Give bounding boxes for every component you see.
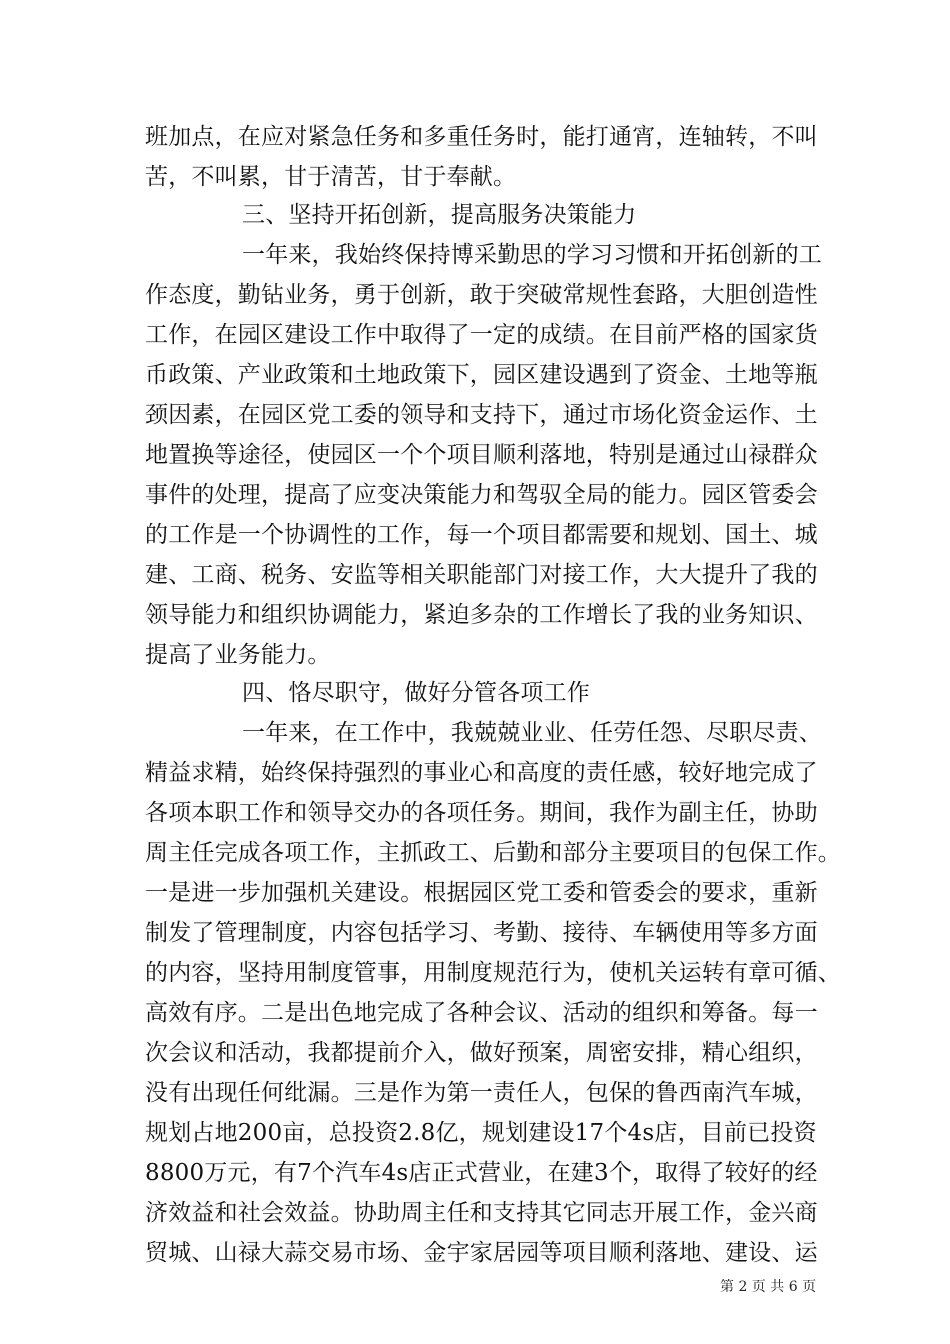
body-line-18: 各项本职工作和领导交办的各项任务。期间，我作为副主任，协助 (145, 800, 818, 826)
body-line-28: 济效益和社会效益。协助周主任和支持其它同志开展工作，金兴商 (145, 1200, 818, 1226)
body-line-22: 的内容，坚持用制度管事，用制度规范行为，使机关运转有章可循、 (145, 960, 841, 986)
body-line-8: 颈因素，在园区党工委的领导和支持下，通过市场化资金运作、土 (145, 402, 818, 428)
page-number-footer: 第 2 页 共 6 页 (720, 1279, 817, 1295)
body-line-29: 贸城、山禄大蒜交易市场、金宇家居园等项目顺利落地、建设、运 (145, 1240, 818, 1266)
body-line-12: 建、工商、税务、安监等相关职能部门对接工作，大大提升了我的 (145, 562, 818, 588)
body-line-27: 8800万元，有7个汽车4s店正式营业，在建3个，取得了较好的经 (145, 1160, 818, 1186)
section-heading-3: 三、坚持开拓创新，提高服务决策能力 (242, 202, 637, 228)
body-line-20: 一是进一步加强机关建设。根据园区党工委和管委会的要求，重新 (145, 880, 818, 906)
body-line-25: 没有出现任何纰漏。三是作为第一责任人，包保的鲁西南汽车城， (145, 1080, 818, 1106)
body-line-10: 事件的处理，提高了应变决策能力和驾驭全局的能力。园区管委会 (145, 482, 818, 508)
body-line-24: 次会议和活动，我都提前介入，做好预案，周密安排，精心组织， (145, 1040, 818, 1066)
body-line-1: 班加点，在应对紧急任务和多重任务时，能打通宵，连轴转，不叫 (145, 124, 818, 150)
body-line-6: 工作，在园区建设工作中取得了一定的成绩。在目前严格的国家货 (145, 322, 818, 348)
body-line-11: 的工作是一个协调性的工作，每一个项目都需要和规划、国土、城 (145, 522, 818, 548)
body-line-17: 精益求精，始终保持强烈的事业心和高度的责任感，较好地完成了 (145, 760, 818, 786)
body-line-2: 苦，不叫累，甘于清苦，甘于奉献。 (145, 164, 517, 190)
section-heading-4: 四、恪尽职守，做好分管各项工作 (242, 680, 590, 706)
body-line-14: 提高了业务能力。 (145, 642, 331, 668)
body-line-5: 作态度，勤钻业务，勇于创新，敢于突破常规性套路，大胆创造性 (145, 282, 818, 308)
body-line-13: 领导能力和组织协调能力，紧迫多杂的工作增长了我的业务知识、 (145, 602, 818, 628)
body-line-7: 币政策、产业政策和土地政策下，园区建设遇到了资金、土地等瓶 (145, 362, 818, 388)
body-line-21: 制发了管理制度，内容包括学习、考勤、接待、车辆使用等多方面 (145, 920, 818, 946)
body-line-23: 高效有序。二是出色地完成了各种会议、活动的组织和筹备。每一 (145, 1000, 818, 1026)
body-line-9: 地置换等途径，使园区一个个项目顺利落地，特别是通过山禄群众 (145, 442, 818, 468)
paragraph-4-first-line: 一年来，在工作中，我兢兢业业、任劳任怨、尽职尽责、 (242, 720, 822, 746)
paragraph-3-first-line: 一年来，我始终保持博采勤思的学习习惯和开拓创新的工 (242, 242, 822, 268)
body-line-26: 规划占地200亩，总投资2.8亿，规划建设17个4s店，目前已投资 (145, 1120, 817, 1146)
body-line-19: 周主任完成各项工作，主抓政工、后勤和部分主要项目的包保工作。 (145, 840, 841, 866)
